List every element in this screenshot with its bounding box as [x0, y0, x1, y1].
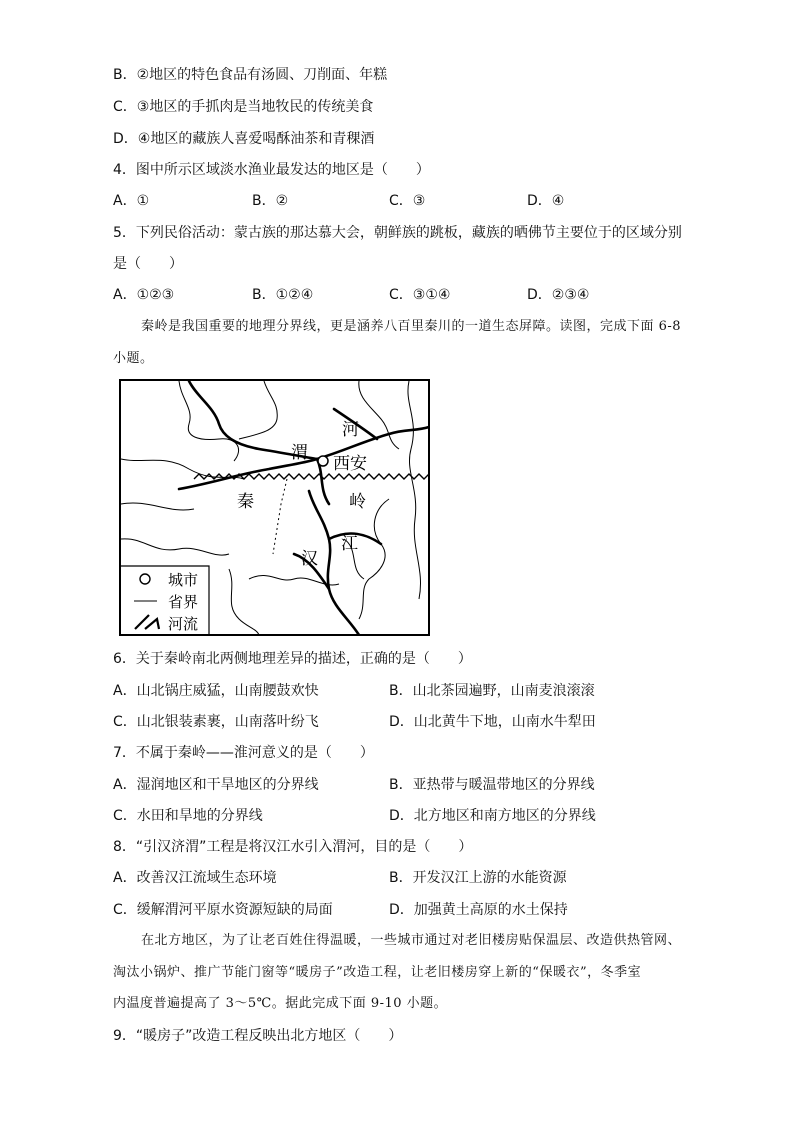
map-label-qin: 秦: [237, 492, 254, 512]
legend-city-label: 城市: [168, 571, 199, 589]
qinling-map: [119, 379, 430, 636]
question-6-option-a: A．山北锅庄威猛，山南腰鼓欢快: [113, 683, 319, 699]
legend-city-symbol: [140, 574, 150, 584]
question-5-option-d: D．②③④: [527, 287, 590, 303]
question-5-stem-line2: 是（ ）: [113, 256, 183, 272]
xian-city-marker: [318, 456, 328, 466]
question-8-option-b: B．开发汉江上游的水能资源: [389, 870, 567, 886]
question-6-option-b: B．山北茶园遍野，山南麦浪滚滚: [389, 683, 595, 699]
question-9-stem: 9．“暖房子”改造工程反映出北方地区（ ）: [113, 1028, 403, 1044]
map-frame: [120, 380, 429, 635]
question-6-option-c: C．山北银装素裹，山南落叶纷飞: [113, 714, 319, 730]
question-4-option-a: A．①: [113, 193, 150, 209]
option-b-prev: B．②地区的特色食品有汤圆、刀削面、年糕: [113, 67, 388, 83]
passage-qinling-line2: 小题。: [113, 351, 154, 366]
option-c-prev: C．③地区的手抓肉是当地牧民的传统美食: [113, 99, 374, 115]
question-5-option-b: B．①②④: [252, 287, 314, 303]
question-4-stem: 4．图中所示区域淡水渔业最发达的地区是（ ）: [113, 162, 430, 178]
question-8-stem: 8．“引汉济渭”工程是将汉江水引入渭河，目的是（ ）: [113, 839, 473, 855]
question-7-option-a: A．湿润地区和干旱地区的分界线: [113, 777, 319, 793]
question-7-option-d: D．北方地区和南方地区的分界线: [389, 808, 596, 824]
question-4-option-c: C．③: [389, 193, 426, 209]
map-label-he: 河: [342, 420, 359, 440]
question-8-option-c: C．缓解渭河平原水资源短缺的局面: [113, 902, 333, 918]
question-6-option-d: D．山北黄牛下地，山南水牛犁田: [389, 714, 596, 730]
map-label-han: 汉: [301, 549, 318, 569]
question-6-stem: 6．关于秦岭南北两侧地理差异的描述，正确的是（ ）: [113, 651, 472, 667]
passage-warm-house-line2: 淘汰小锅炉、推广节能门窗等“暖房子”改造工程，让老旧楼房穿上新的“保暖衣”，冬季室: [113, 965, 642, 980]
question-7-option-c: C．水田和旱地的分界线: [113, 808, 263, 824]
map-label-wei: 渭: [291, 443, 308, 463]
question-7-option-b: B．亚热带与暖温带地区的分界线: [389, 777, 595, 793]
question-8-option-a: A．改善汉江流域生态环境: [113, 870, 277, 886]
map-label-ling: 岭: [349, 492, 366, 512]
passage-warm-house-line1: 在北方地区，为了让老百姓住得温暖，一些城市通过对老旧楼房贴保温层、改造供热管网、: [141, 933, 682, 948]
question-5-stem-line1: 5．下列民俗活动：蒙古族的那达慕大会，朝鲜族的跳板，藏族的晒佛节主要位于的区域分别: [113, 225, 682, 241]
map-label-xian: 西安: [333, 454, 367, 474]
legend-border-label: 省界: [168, 593, 199, 611]
question-7-stem: 7．不属于秦岭——淮河意义的是（ ）: [113, 745, 374, 761]
map-label-jiang: 江: [341, 534, 358, 554]
question-4-option-b: B．②: [252, 193, 289, 209]
passage-warm-house-line3: 内温度普遍提高了 3～5℃。据此完成下面 9-10 小题。: [113, 996, 448, 1011]
question-4-option-d: D．④: [527, 193, 565, 209]
option-d-prev: D．④地区的藏族人喜爱喝酥油茶和青稞酒: [113, 131, 375, 147]
legend-river-label: 河流: [168, 615, 199, 633]
question-5-option-c: C．③①④: [389, 287, 451, 303]
passage-qinling-line1: 秦岭是我国重要的地理分界线，更是涵养八百里秦川的一道生态屏障。读图，完成下面 6-8: [141, 319, 682, 334]
question-8-option-d: D．加强黄土高原的水土保持: [389, 902, 568, 918]
question-5-option-a: A．①②③: [113, 287, 175, 303]
